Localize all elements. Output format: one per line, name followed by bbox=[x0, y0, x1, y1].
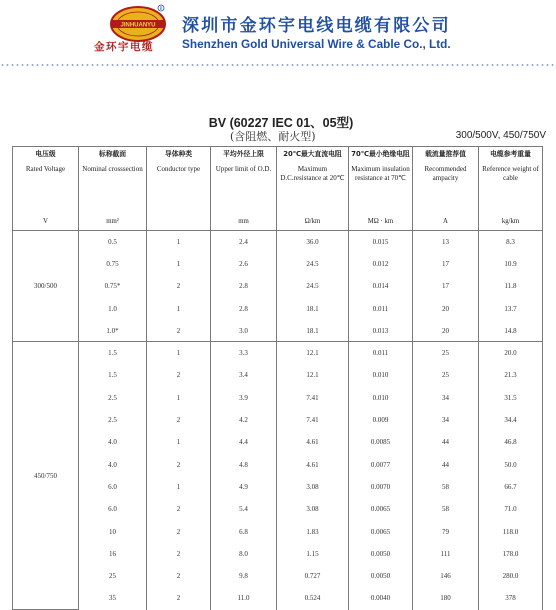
table-cell: 2 bbox=[147, 409, 211, 431]
table-cell: 0.75* bbox=[79, 275, 147, 297]
table-cell: 0.009 bbox=[349, 409, 413, 431]
column-header-en: Recommended ampacity bbox=[424, 165, 467, 182]
table-cell: 0.524 bbox=[277, 587, 349, 609]
table-cell: 4.8 bbox=[211, 453, 277, 475]
column-unit: mm bbox=[238, 218, 249, 225]
table-cell: 2 bbox=[147, 587, 211, 609]
table-cell: 0.0070 bbox=[349, 476, 413, 498]
table-cell: 8.0 bbox=[211, 543, 277, 565]
table-cell: 7.41 bbox=[277, 409, 349, 431]
table-cell: 1 bbox=[147, 387, 211, 409]
table-cell: 3.4 bbox=[211, 364, 277, 386]
table-cell: 0.0050 bbox=[349, 565, 413, 587]
table-cell: 58 bbox=[413, 476, 479, 498]
column-header-en: Reference weight of cable bbox=[482, 165, 539, 182]
column-header-en: Conductor type bbox=[156, 165, 201, 173]
table-cell: 0.0085 bbox=[349, 431, 413, 453]
table-cell: 36.0 bbox=[277, 231, 349, 253]
table-cell: 0.013 bbox=[349, 320, 413, 342]
column-unit: MΩ · km bbox=[367, 218, 394, 225]
table-cell: 0.011 bbox=[349, 297, 413, 319]
table-cell: 71.0 bbox=[479, 498, 543, 520]
product-title: BV (60227 IEC 01、05型) bbox=[208, 116, 354, 130]
table-cell: 1.83 bbox=[277, 520, 349, 542]
table-cell: 4.9 bbox=[211, 476, 277, 498]
header-divider bbox=[0, 64, 556, 66]
table-row bbox=[13, 565, 543, 587]
table-cell: 7.41 bbox=[277, 387, 349, 409]
table-cell: 0.75 bbox=[79, 253, 147, 275]
column-header bbox=[277, 147, 349, 231]
table-body bbox=[13, 231, 543, 610]
table-cell: 1 bbox=[147, 253, 211, 275]
table-cell: 0.0050 bbox=[349, 543, 413, 565]
column-header bbox=[479, 147, 543, 231]
table-cell: 2.8 bbox=[211, 275, 277, 297]
column-unit: mm² bbox=[106, 218, 119, 225]
voltage-rating: 300/500V, 450/750V bbox=[455, 130, 546, 141]
table-cell: 2.4 bbox=[211, 231, 277, 253]
company-name-en: Shenzhen Gold Universal Wire & Cable Co., Ltd. bbox=[182, 37, 451, 51]
table-cell: 35 bbox=[79, 587, 147, 609]
table-cell: 3.0 bbox=[211, 320, 277, 342]
table-cell: 9.8 bbox=[211, 565, 277, 587]
svg-text:R: R bbox=[159, 6, 163, 11]
table-cell: 46.8 bbox=[479, 431, 543, 453]
column-header-en: Maximum insulation resistance at 70℃ bbox=[351, 165, 410, 182]
table-cell: 2 bbox=[147, 453, 211, 475]
table-cell: 10 bbox=[79, 520, 147, 542]
table-cell: 0.010 bbox=[349, 364, 413, 386]
table-cell: 2 bbox=[147, 498, 211, 520]
table-cell: 6.0 bbox=[79, 498, 147, 520]
table-cell: 20.0 bbox=[479, 342, 543, 364]
column-header-cn: 载流量推荐值 bbox=[425, 150, 466, 158]
table-cell: 58 bbox=[413, 498, 479, 520]
table-cell: 0.014 bbox=[349, 275, 413, 297]
table-row bbox=[13, 364, 543, 386]
table-cell: 2 bbox=[147, 520, 211, 542]
table-cell: 1.15 bbox=[277, 543, 349, 565]
table-cell: 0.011 bbox=[349, 342, 413, 364]
table-row bbox=[13, 476, 543, 498]
table-cell: 44 bbox=[413, 431, 479, 453]
table-cell: 5.4 bbox=[211, 498, 277, 520]
voltage-group-cell: 300/500 bbox=[13, 231, 79, 342]
table-row bbox=[13, 387, 543, 409]
table-row bbox=[13, 543, 543, 565]
table-cell: 14.8 bbox=[479, 320, 543, 342]
column-header-cn: 标称截面 bbox=[98, 150, 127, 158]
brand-name-cn: 金环宇电缆 bbox=[94, 41, 154, 53]
table-cell: 3.3 bbox=[211, 342, 277, 364]
table-cell: 0.015 bbox=[349, 231, 413, 253]
table-cell: 378 bbox=[479, 587, 543, 609]
table-cell: 4.61 bbox=[277, 453, 349, 475]
table-cell: 0.5 bbox=[79, 231, 147, 253]
spec-table-container bbox=[12, 146, 542, 603]
table-cell: 34 bbox=[413, 409, 479, 431]
table-cell: 6.0 bbox=[79, 476, 147, 498]
table-row bbox=[13, 231, 543, 253]
column-header-en: Nominal crosssection bbox=[82, 165, 143, 173]
column-header-cn: 电缆参考重量 bbox=[490, 150, 531, 158]
column-header-cn: 电压级 bbox=[35, 150, 56, 158]
voltage-group-cell: 450/750 bbox=[13, 342, 79, 610]
table-row bbox=[13, 409, 543, 431]
table-cell: 44 bbox=[413, 453, 479, 475]
column-header-cn: 平均外径上限 bbox=[223, 150, 264, 158]
logo-text: JINHUANYU bbox=[120, 22, 156, 29]
table-cell: 16 bbox=[79, 543, 147, 565]
table-cell: 13 bbox=[413, 231, 479, 253]
table-cell: 2.8 bbox=[211, 297, 277, 319]
table-cell: 178.0 bbox=[479, 543, 543, 565]
column-header-en: Maximum D.C.resistance at 20℃ bbox=[280, 165, 345, 182]
table-row bbox=[13, 253, 543, 275]
column-header bbox=[79, 147, 147, 231]
table-cell: 3.08 bbox=[277, 498, 349, 520]
spec-table bbox=[12, 146, 543, 610]
table-row bbox=[13, 431, 543, 453]
column-header-en: Rated Voltage bbox=[25, 165, 66, 173]
column-header bbox=[147, 147, 211, 231]
table-cell: 66.7 bbox=[479, 476, 543, 498]
table-row bbox=[13, 297, 543, 319]
table-cell: 111 bbox=[413, 543, 479, 565]
table-cell: 10.9 bbox=[479, 253, 543, 275]
table-cell: 8.3 bbox=[479, 231, 543, 253]
product-subtitle: (含阻燃、耐火型) bbox=[230, 130, 316, 143]
table-cell: 18.1 bbox=[277, 297, 349, 319]
table-cell: 11.0 bbox=[211, 587, 277, 609]
table-cell: 25 bbox=[413, 364, 479, 386]
table-cell: 0.727 bbox=[277, 565, 349, 587]
table-cell: 0.0065 bbox=[349, 520, 413, 542]
table-cell: 20 bbox=[413, 297, 479, 319]
table-cell: 24.5 bbox=[277, 253, 349, 275]
table-cell: 3.08 bbox=[277, 476, 349, 498]
table-cell: 118.0 bbox=[479, 520, 543, 542]
table-row bbox=[13, 587, 543, 609]
table-cell: 2.6 bbox=[211, 253, 277, 275]
table-cell: 1 bbox=[147, 342, 211, 364]
table-cell: 4.4 bbox=[211, 431, 277, 453]
table-cell: 24.5 bbox=[277, 275, 349, 297]
table-cell: 1.5 bbox=[79, 364, 147, 386]
table-cell: 1.0* bbox=[79, 320, 147, 342]
table-cell: 17 bbox=[413, 253, 479, 275]
table-cell: 1 bbox=[147, 431, 211, 453]
table-cell: 0.0077 bbox=[349, 453, 413, 475]
table-row bbox=[13, 342, 543, 364]
table-header-row bbox=[13, 147, 543, 231]
table-cell: 2 bbox=[147, 565, 211, 587]
table-cell: 1.0 bbox=[79, 297, 147, 319]
table-row bbox=[13, 498, 543, 520]
table-cell: 1 bbox=[147, 231, 211, 253]
column-header-en: Upper limit of O.D. bbox=[215, 165, 272, 173]
table-cell: 21.3 bbox=[479, 364, 543, 386]
table-cell: 12.1 bbox=[277, 364, 349, 386]
column-header bbox=[349, 147, 413, 231]
table-cell: 34.4 bbox=[479, 409, 543, 431]
table-row bbox=[13, 520, 543, 542]
table-cell: 11.8 bbox=[479, 275, 543, 297]
table-cell: 146 bbox=[413, 565, 479, 587]
table-cell: 79 bbox=[413, 520, 479, 542]
column-header-cn: 70℃最小绝缘电阻 bbox=[351, 150, 410, 158]
table-row bbox=[13, 275, 543, 297]
table-cell: 50.0 bbox=[479, 453, 543, 475]
table-cell: 0.0040 bbox=[349, 587, 413, 609]
table-cell: 2 bbox=[147, 320, 211, 342]
table-cell: 20 bbox=[413, 320, 479, 342]
table-cell: 2 bbox=[147, 543, 211, 565]
table-cell: 25 bbox=[413, 342, 479, 364]
column-header-cn: 20℃最大直流电阻 bbox=[283, 150, 342, 158]
table-row bbox=[13, 453, 543, 475]
column-unit: kg/km bbox=[501, 218, 520, 225]
table-cell: 2 bbox=[147, 364, 211, 386]
table-cell: 1.5 bbox=[79, 342, 147, 364]
table-cell: 2.5 bbox=[79, 387, 147, 409]
column-unit: Ω/km bbox=[304, 218, 321, 225]
table-cell: 180 bbox=[413, 587, 479, 609]
column-unit: V bbox=[43, 218, 48, 225]
table-cell: 1 bbox=[147, 476, 211, 498]
table-cell: 2.5 bbox=[79, 409, 147, 431]
table-cell: 0.010 bbox=[349, 387, 413, 409]
table-row bbox=[13, 320, 543, 342]
table-cell: 0.0065 bbox=[349, 498, 413, 520]
company-name-cn: 深圳市金环宇电线电缆有限公司 bbox=[182, 16, 451, 36]
column-header-cn: 导体种类 bbox=[164, 150, 193, 158]
table-cell: 31.5 bbox=[479, 387, 543, 409]
column-header bbox=[211, 147, 277, 231]
table-cell: 4.0 bbox=[79, 453, 147, 475]
table-cell: 12.1 bbox=[277, 342, 349, 364]
table-cell: 18.1 bbox=[277, 320, 349, 342]
table-cell: 4.61 bbox=[277, 431, 349, 453]
table-cell: 3.9 bbox=[211, 387, 277, 409]
table-cell: 1 bbox=[147, 297, 211, 319]
table-cell: 4.2 bbox=[211, 409, 277, 431]
table-cell: 4.0 bbox=[79, 431, 147, 453]
column-header bbox=[13, 147, 79, 231]
table-cell: 280.0 bbox=[479, 565, 543, 587]
table-cell: 2 bbox=[147, 275, 211, 297]
table-cell: 6.8 bbox=[211, 520, 277, 542]
table-cell: 0.012 bbox=[349, 253, 413, 275]
table-cell: 13.7 bbox=[479, 297, 543, 319]
column-unit: A bbox=[443, 218, 448, 225]
table-cell: 34 bbox=[413, 387, 479, 409]
company-header bbox=[0, 0, 556, 62]
table-cell: 17 bbox=[413, 275, 479, 297]
table-cell: 25 bbox=[79, 565, 147, 587]
column-header bbox=[413, 147, 479, 231]
